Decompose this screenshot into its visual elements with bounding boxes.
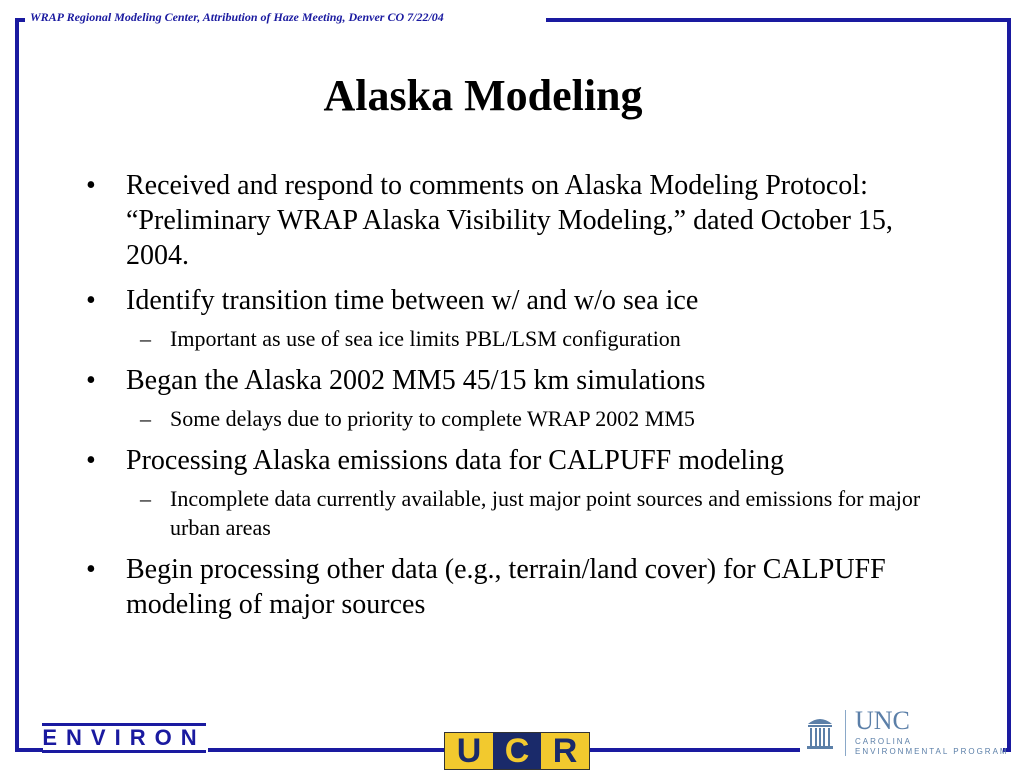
bullet-item	[80, 443, 950, 478]
bullet-text: Identify transition time between w/ and w/o sea ice	[126, 285, 699, 316]
bullet-mark: •	[86, 365, 96, 396]
header-note: WRAP Regional Modeling Center, Attribution of Haze Meeting, Denver CO 7/22/04	[30, 10, 444, 24]
unc-logo-divider	[845, 710, 846, 756]
bullet-mark: •	[86, 554, 96, 585]
ucr-logo-letter: U	[445, 733, 493, 769]
frame-bottom-line	[15, 748, 43, 752]
unc-logo	[805, 706, 1010, 760]
old-well-icon	[805, 712, 835, 752]
bullet-item	[80, 283, 950, 318]
slide-title: Alaska Modeling	[323, 71, 643, 120]
ucr-logo-letter: R	[541, 733, 589, 769]
bullet-mark: •	[86, 445, 96, 476]
frame-top-right-line	[546, 18, 1011, 22]
bullet-text: Processing Alaska emissions data for CALPUFF modeling	[126, 445, 784, 476]
frame-left-line	[15, 18, 19, 752]
sub-bullet-item	[80, 484, 950, 542]
environ-logo-text: ENVIRON	[42, 725, 206, 750]
frame-bottom-line	[208, 748, 444, 752]
sub-bullet-mark: –	[140, 326, 151, 351]
unc-logo-name: UNC	[855, 706, 910, 735]
bullet-text: Began the Alaska 2002 MM5 45/15 km simulations	[126, 365, 706, 396]
sub-bullet-text: Important as use of sea ice limits PBL/LSM configuration	[170, 326, 681, 351]
bullet-item	[80, 168, 950, 273]
sub-bullet-text: Some delays due to priority to complete WRAP 2002 MM5	[170, 406, 695, 431]
bullet-text: Begin processing other data (e.g., terrain/land cover) for CALPUFF modeling of major sources	[126, 554, 886, 620]
frame-bottom-line	[588, 748, 800, 752]
bullet-item	[80, 552, 950, 622]
frame-right-line	[1007, 18, 1011, 752]
sub-bullet-mark: –	[140, 486, 151, 511]
sub-bullet-text: Incomplete data currently available, just major point sources and emissions for major urban areas	[170, 486, 921, 540]
sub-bullet-item	[80, 404, 950, 433]
bullet-item	[80, 363, 950, 398]
bullet-mark: •	[86, 285, 96, 316]
ucr-logo-letter: C	[493, 733, 541, 769]
bullet-text: Received and respond to comments on Alaska Modeling Protocol: “Preliminary WRAP Alaska Visibility Modeling,” dated October 15, 2004.	[126, 170, 893, 271]
unc-logo-line1: CAROLINA	[855, 737, 912, 746]
unc-logo-line2: ENVIRONMENTAL PROGRAM	[855, 747, 1009, 756]
sub-bullet-mark: –	[140, 406, 151, 431]
sub-bullet-item	[80, 324, 950, 353]
environ-logo	[42, 723, 206, 753]
ucr-logo	[444, 732, 590, 770]
bullet-list	[80, 168, 950, 632]
bullet-mark: •	[86, 170, 96, 201]
